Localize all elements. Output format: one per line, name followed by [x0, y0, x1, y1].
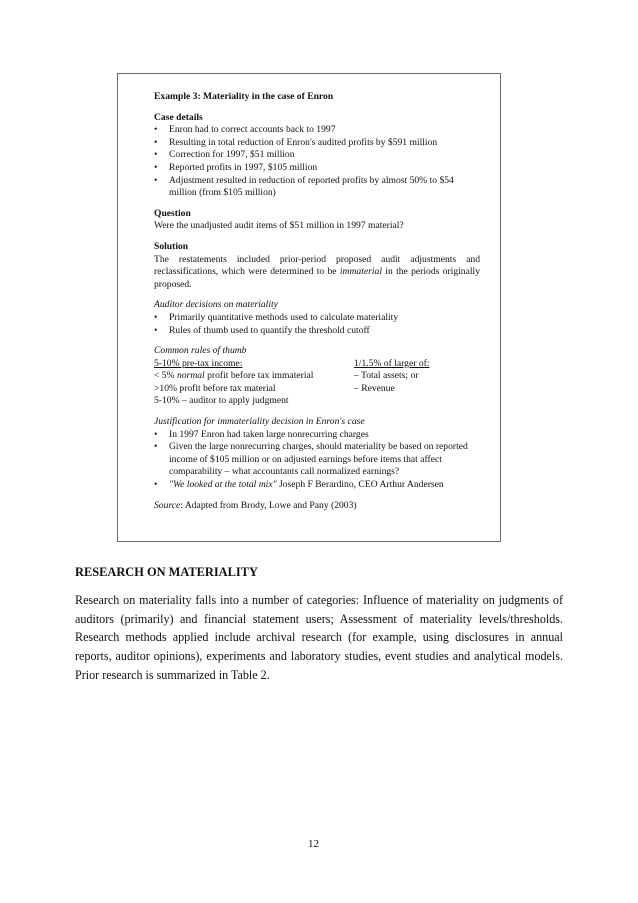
- source-line: Source: Adapted from Brody, Lowe and Pany (2003): [154, 499, 357, 511]
- example-content: [154, 91, 480, 512]
- list-item: • Adjustment resulted in reduction of reported profits by almost 50% to $54 million (from $105 million): [154, 174, 454, 199]
- section-paragraph: Research on materiality falls into a number of categories: Influence of materiality on judgments of auditors (primarily) and financial statement users; Assessment of materiality levels/thresholds. Research methods applied include archival research (for example, using disclosures in annual reports, auditor opinions), experiments and laboratory studies, event studies and analytical models. Prior research is summarized in Table 2.: [75, 593, 563, 682]
- question-heading: Question: [154, 207, 191, 219]
- rules-row: 5-10% – auditor to apply judgment: [154, 395, 289, 407]
- page-number: 12: [308, 838, 319, 850]
- list-item: • Rules of thumb used to quantify the threshold cutoff: [154, 324, 370, 336]
- list-item: • Given the large nonrecurring charges, should materiality be based on reported income of $105 million or on adjusted earnings before items that affect comparability – what accountants call normalized earnings?: [154, 441, 468, 478]
- rules-row: < 5% normal profit before tax immaterial – Total assets; or: [154, 370, 419, 382]
- rules-row: 5-10% pre-tax income: 1/1.5% of larger of:: [154, 357, 430, 369]
- list-item: • Reported profits in 1997, $105 million: [154, 161, 318, 173]
- list-item: • Primarily quantitative methods used to calculate materiality: [154, 311, 399, 323]
- list-item: • "We looked at the total mix" Joseph F Berardino, CEO Arthur Andersen: [154, 479, 444, 491]
- example-title: Example 3: Materiality in the case of Enron: [154, 91, 334, 102]
- justification-heading: Justification for immateriality decision in Enron's case: [154, 416, 365, 428]
- example-box: [117, 73, 501, 542]
- list-item: • In 1997 Enron had taken large nonrecurring charges: [154, 428, 369, 440]
- solution-heading: Solution: [154, 240, 189, 252]
- section-heading: RESEARCH ON MATERIALITY: [75, 565, 258, 579]
- question-text: Were the unadjusted audit items of $51 million in 1997 material?: [154, 220, 404, 232]
- list-item: • Enron had to correct accounts back to 1997: [154, 124, 336, 136]
- auditor-decisions-heading: Auditor decisions on materiality: [154, 299, 278, 311]
- list-item: • Correction for 1997, $51 million: [154, 149, 295, 161]
- rules-of-thumb-heading: Common rules of thumb: [154, 345, 247, 357]
- case-details-heading: Case details: [154, 111, 203, 123]
- list-item: • Resulting in total reduction of Enron's audited profits by $591 million: [154, 136, 438, 148]
- solution-text: The restatements included prior-period proposed audit adjustments and reclassifications, which were determined to be immaterial in the periods originally proposed.: [154, 253, 480, 290]
- rules-row: >10% profit before tax material – Revenue: [154, 382, 395, 394]
- case-details-list: [154, 124, 480, 200]
